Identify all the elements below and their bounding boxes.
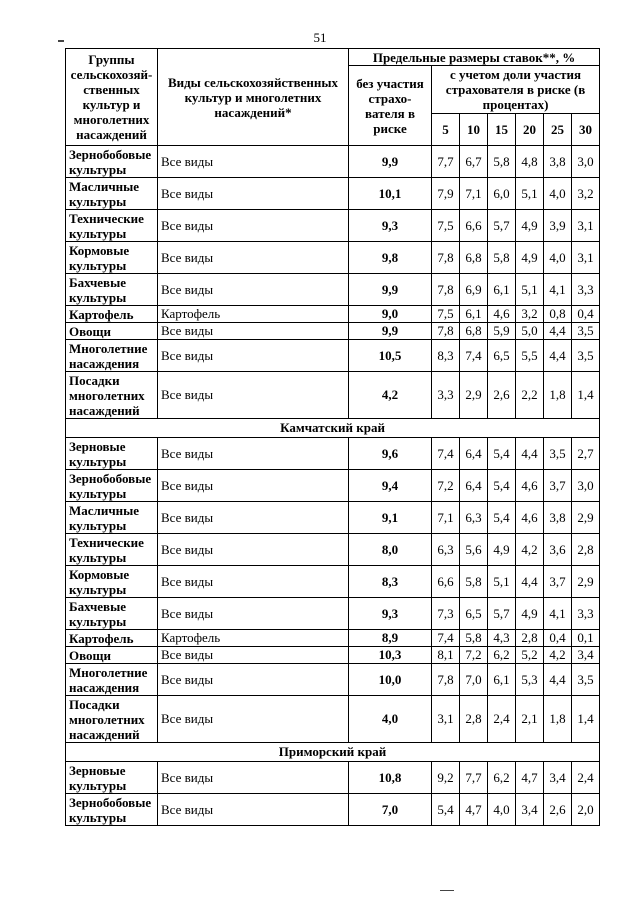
table-row bbox=[66, 274, 600, 306]
rate-cell: 6,4 bbox=[460, 470, 488, 502]
rate-cell: 3,7 bbox=[544, 470, 572, 502]
rate-cell: 5,3 bbox=[516, 664, 544, 696]
base-rate-cell: 9,3 bbox=[349, 210, 432, 242]
rate-cell: 7,5 bbox=[432, 306, 460, 323]
rate-cell: 4,4 bbox=[516, 566, 544, 598]
crop-group-cell: Масличные культуры bbox=[66, 502, 158, 534]
rate-cell: 8,1 bbox=[432, 647, 460, 664]
table-row bbox=[66, 306, 600, 323]
rate-cell: 5,1 bbox=[516, 274, 544, 306]
base-rate-cell: 9,9 bbox=[349, 274, 432, 306]
rate-cell: 4,2 bbox=[544, 647, 572, 664]
base-rate-cell: 4,0 bbox=[349, 696, 432, 743]
rate-cell: 6,2 bbox=[488, 762, 516, 794]
rate-cell: 5,0 bbox=[516, 323, 544, 340]
crop-group-cell: Технические культуры bbox=[66, 210, 158, 242]
rate-cell: 3,1 bbox=[572, 242, 600, 274]
rate-cell: 6,4 bbox=[460, 438, 488, 470]
region-row bbox=[66, 419, 600, 438]
base-rate-cell: 10,3 bbox=[349, 647, 432, 664]
rate-cell: 2,8 bbox=[460, 696, 488, 743]
base-rate-cell: 8,0 bbox=[349, 534, 432, 566]
crop-group-cell: Зернобобовые культуры bbox=[66, 470, 158, 502]
rate-cell: 3,0 bbox=[572, 146, 600, 178]
crop-group-cell: Картофель bbox=[66, 306, 158, 323]
base-rate-cell: 10,1 bbox=[349, 178, 432, 210]
rate-cell: 5,1 bbox=[516, 178, 544, 210]
rate-cell: 0,1 bbox=[572, 630, 600, 647]
rate-cell: 0,8 bbox=[544, 306, 572, 323]
base-rate-cell: 7,0 bbox=[349, 794, 432, 826]
rate-cell: 3,5 bbox=[572, 664, 600, 696]
rate-cell: 7,7 bbox=[432, 146, 460, 178]
rate-cell: 2,6 bbox=[488, 372, 516, 419]
base-rate-cell: 9,6 bbox=[349, 438, 432, 470]
base-rate-cell: 9,9 bbox=[349, 323, 432, 340]
rate-cell: 5,8 bbox=[460, 630, 488, 647]
crop-group-cell: Зернобобовые культуры bbox=[66, 146, 158, 178]
insurance-rates-table bbox=[65, 48, 600, 826]
crop-group-cell: Бахчевые культуры bbox=[66, 598, 158, 630]
crop-group-cell: Бахчевые культуры bbox=[66, 274, 158, 306]
rate-cell: 6,6 bbox=[432, 566, 460, 598]
rate-cell: 4,8 bbox=[516, 146, 544, 178]
rate-cell: 5,8 bbox=[460, 566, 488, 598]
crop-group-cell: Кормовые культуры bbox=[66, 566, 158, 598]
table-row bbox=[66, 210, 600, 242]
rate-cell: 3,2 bbox=[516, 306, 544, 323]
rate-cell: 2,8 bbox=[572, 534, 600, 566]
rate-cell: 4,4 bbox=[516, 438, 544, 470]
rate-cell: 5,9 bbox=[488, 323, 516, 340]
rate-cell: 3,3 bbox=[572, 274, 600, 306]
crop-kind-cell: Все виды bbox=[158, 178, 349, 210]
rate-cell: 2,6 bbox=[544, 794, 572, 826]
rate-cell: 2,9 bbox=[460, 372, 488, 419]
rate-cell: 6,3 bbox=[432, 534, 460, 566]
table-row bbox=[66, 438, 600, 470]
rate-cell: 4,9 bbox=[488, 534, 516, 566]
crop-kind-cell: Все виды bbox=[158, 534, 349, 566]
rate-cell: 2,9 bbox=[572, 502, 600, 534]
rate-cell: 4,3 bbox=[488, 630, 516, 647]
rate-cell: 7,4 bbox=[432, 630, 460, 647]
rate-cell: 2,0 bbox=[572, 794, 600, 826]
rate-cell: 7,5 bbox=[432, 210, 460, 242]
rate-cell: 5,5 bbox=[516, 340, 544, 372]
column-header-share: 15 bbox=[488, 114, 516, 146]
rate-cell: 4,6 bbox=[516, 470, 544, 502]
column-header-rate-limits: Предельные размеры ставок**, % bbox=[349, 49, 600, 66]
base-rate-cell: 9,9 bbox=[349, 146, 432, 178]
rate-cell: 6,1 bbox=[488, 664, 516, 696]
rate-cell: 5,6 bbox=[460, 534, 488, 566]
base-rate-cell: 9,0 bbox=[349, 306, 432, 323]
crop-kind-cell: Все виды bbox=[158, 647, 349, 664]
rate-cell: 3,1 bbox=[432, 696, 460, 743]
rate-cell: 3,3 bbox=[432, 372, 460, 419]
rate-cell: 5,1 bbox=[488, 566, 516, 598]
rate-cell: 7,3 bbox=[432, 598, 460, 630]
rate-cell: 2,8 bbox=[516, 630, 544, 647]
base-rate-cell: 9,4 bbox=[349, 470, 432, 502]
crop-group-cell: Овощи bbox=[66, 323, 158, 340]
region-title: Приморский край bbox=[66, 743, 600, 762]
base-rate-cell: 10,0 bbox=[349, 664, 432, 696]
crop-kind-cell: Все виды bbox=[158, 210, 349, 242]
crop-kind-cell: Все виды bbox=[158, 242, 349, 274]
rate-cell: 1,8 bbox=[544, 372, 572, 419]
rate-cell: 3,0 bbox=[572, 470, 600, 502]
rate-cell: 1,4 bbox=[572, 696, 600, 743]
rate-cell: 3,6 bbox=[544, 534, 572, 566]
rate-cell: 6,6 bbox=[460, 210, 488, 242]
rate-cell: 3,8 bbox=[544, 146, 572, 178]
rate-cell: 3,8 bbox=[544, 502, 572, 534]
rate-cell: 6,3 bbox=[460, 502, 488, 534]
scan-artifact bbox=[440, 890, 454, 891]
rate-cell: 7,2 bbox=[432, 470, 460, 502]
rate-cell: 2,9 bbox=[572, 566, 600, 598]
rate-cell: 4,7 bbox=[460, 794, 488, 826]
rate-cell: 0,4 bbox=[544, 630, 572, 647]
rate-cell: 4,0 bbox=[544, 178, 572, 210]
column-header-crop-kind: Виды сельскохозяйственных культур и многолетних насаждений* bbox=[158, 49, 349, 146]
crop-kind-cell: Все виды bbox=[158, 274, 349, 306]
crop-group-cell: Зернобобовые культуры bbox=[66, 794, 158, 826]
rate-cell: 6,1 bbox=[460, 306, 488, 323]
rate-cell: 6,0 bbox=[488, 178, 516, 210]
rate-cell: 1,8 bbox=[544, 696, 572, 743]
rate-cell: 4,0 bbox=[544, 242, 572, 274]
table-row bbox=[66, 630, 600, 647]
rate-cell: 2,1 bbox=[516, 696, 544, 743]
base-rate-cell: 9,3 bbox=[349, 598, 432, 630]
rate-cell: 3,4 bbox=[572, 647, 600, 664]
crop-group-cell: Картофель bbox=[66, 630, 158, 647]
rate-cell: 7,1 bbox=[460, 178, 488, 210]
rate-cell: 7,2 bbox=[460, 647, 488, 664]
crop-kind-cell: Все виды bbox=[158, 438, 349, 470]
rate-cell: 5,4 bbox=[488, 470, 516, 502]
crop-kind-cell: Все виды bbox=[158, 664, 349, 696]
rate-cell: 5,4 bbox=[488, 438, 516, 470]
rate-cell: 6,2 bbox=[488, 647, 516, 664]
rate-cell: 1,4 bbox=[572, 372, 600, 419]
crop-kind-cell: Все виды bbox=[158, 696, 349, 743]
crop-kind-cell: Все виды bbox=[158, 323, 349, 340]
crop-kind-cell: Все виды bbox=[158, 470, 349, 502]
rate-cell: 2,2 bbox=[516, 372, 544, 419]
crop-kind-cell: Все виды bbox=[158, 502, 349, 534]
rate-cell: 7,8 bbox=[432, 242, 460, 274]
rate-cell: 7,0 bbox=[460, 664, 488, 696]
rate-cell: 5,7 bbox=[488, 598, 516, 630]
rate-cell: 5,4 bbox=[488, 502, 516, 534]
table-row bbox=[66, 762, 600, 794]
column-header-share: 10 bbox=[460, 114, 488, 146]
crop-kind-cell: Картофель bbox=[158, 306, 349, 323]
crop-kind-cell: Все виды bbox=[158, 598, 349, 630]
column-header-crop-group: Группы сельскохозяй-ственных культур и многолетних насаждений bbox=[66, 49, 158, 146]
column-header-share: 30 bbox=[572, 114, 600, 146]
column-header-without-participation: без участия страхо-вателя в риске bbox=[349, 66, 432, 146]
column-header-share: 20 bbox=[516, 114, 544, 146]
rate-cell: 4,4 bbox=[544, 664, 572, 696]
rate-cell: 8,3 bbox=[432, 340, 460, 372]
crop-group-cell: Посадки многолетних насаждений bbox=[66, 696, 158, 743]
crop-group-cell: Посадки многолетних насаждений bbox=[66, 372, 158, 419]
rate-cell: 5,4 bbox=[432, 794, 460, 826]
column-header-share: 25 bbox=[544, 114, 572, 146]
table-row bbox=[66, 323, 600, 340]
rate-cell: 3,5 bbox=[572, 340, 600, 372]
rate-cell: 3,5 bbox=[544, 438, 572, 470]
crop-group-cell: Зерновые культуры bbox=[66, 438, 158, 470]
crop-kind-cell: Все виды bbox=[158, 794, 349, 826]
rate-cell: 6,8 bbox=[460, 242, 488, 274]
base-rate-cell: 10,8 bbox=[349, 762, 432, 794]
rate-cell: 4,4 bbox=[544, 323, 572, 340]
rate-cell: 2,4 bbox=[488, 696, 516, 743]
base-rate-cell: 8,3 bbox=[349, 566, 432, 598]
table-row bbox=[66, 598, 600, 630]
table-row bbox=[66, 502, 600, 534]
region-row bbox=[66, 743, 600, 762]
rate-cell: 3,9 bbox=[544, 210, 572, 242]
table-row bbox=[66, 146, 600, 178]
table-row bbox=[66, 372, 600, 419]
table-row bbox=[66, 534, 600, 566]
rate-cell: 0,4 bbox=[572, 306, 600, 323]
rate-cell: 7,1 bbox=[432, 502, 460, 534]
table-row bbox=[66, 340, 600, 372]
rate-cell: 6,8 bbox=[460, 323, 488, 340]
crop-group-cell: Масличные культуры bbox=[66, 178, 158, 210]
rate-cell: 4,6 bbox=[516, 502, 544, 534]
rate-cell: 4,9 bbox=[516, 210, 544, 242]
base-rate-cell: 9,1 bbox=[349, 502, 432, 534]
rate-cell: 5,8 bbox=[488, 242, 516, 274]
table-row bbox=[66, 696, 600, 743]
crop-kind-cell: Картофель bbox=[158, 630, 349, 647]
rate-cell: 2,7 bbox=[572, 438, 600, 470]
rate-cell: 4,6 bbox=[488, 306, 516, 323]
rate-cell: 4,7 bbox=[516, 762, 544, 794]
rate-cell: 6,7 bbox=[460, 146, 488, 178]
rate-cell: 5,7 bbox=[488, 210, 516, 242]
base-rate-cell: 8,9 bbox=[349, 630, 432, 647]
table-row bbox=[66, 566, 600, 598]
rate-cell: 6,5 bbox=[488, 340, 516, 372]
table-row bbox=[66, 470, 600, 502]
table-row bbox=[66, 647, 600, 664]
rate-cell: 6,9 bbox=[460, 274, 488, 306]
rate-cell: 3,5 bbox=[572, 323, 600, 340]
rate-cell: 3,7 bbox=[544, 566, 572, 598]
rate-cell: 5,2 bbox=[516, 647, 544, 664]
crop-group-cell: Овощи bbox=[66, 647, 158, 664]
table-row bbox=[66, 794, 600, 826]
rate-cell: 7,4 bbox=[460, 340, 488, 372]
rate-cell: 7,4 bbox=[432, 438, 460, 470]
crop-kind-cell: Все виды bbox=[158, 762, 349, 794]
base-rate-cell: 4,2 bbox=[349, 372, 432, 419]
rate-cell: 3,2 bbox=[572, 178, 600, 210]
rate-cell: 7,8 bbox=[432, 274, 460, 306]
crop-kind-cell: Все виды bbox=[158, 340, 349, 372]
column-header-share: 5 bbox=[432, 114, 460, 146]
rate-cell: 4,1 bbox=[544, 598, 572, 630]
crop-group-cell: Многолетние насаждения bbox=[66, 340, 158, 372]
table-row bbox=[66, 664, 600, 696]
crop-group-cell: Многолетние насаждения bbox=[66, 664, 158, 696]
rate-cell: 4,2 bbox=[516, 534, 544, 566]
rate-cell: 6,5 bbox=[460, 598, 488, 630]
base-rate-cell: 9,8 bbox=[349, 242, 432, 274]
crop-group-cell: Зерновые культуры bbox=[66, 762, 158, 794]
rate-cell: 3,4 bbox=[516, 794, 544, 826]
base-rate-cell: 10,5 bbox=[349, 340, 432, 372]
rate-cell: 3,3 bbox=[572, 598, 600, 630]
crop-group-cell: Кормовые культуры bbox=[66, 242, 158, 274]
page-number: 51 bbox=[313, 30, 327, 45]
crop-kind-cell: Все виды bbox=[158, 566, 349, 598]
crop-kind-cell: Все виды bbox=[158, 372, 349, 419]
table-row bbox=[66, 178, 600, 210]
rate-cell: 4,9 bbox=[516, 598, 544, 630]
rate-cell: 2,4 bbox=[572, 762, 600, 794]
table-row bbox=[66, 242, 600, 274]
rate-cell: 6,1 bbox=[488, 274, 516, 306]
rate-cell: 3,1 bbox=[572, 210, 600, 242]
scan-artifact bbox=[58, 40, 64, 42]
crop-kind-cell: Все виды bbox=[158, 146, 349, 178]
rate-cell: 7,8 bbox=[432, 323, 460, 340]
rate-cell: 7,9 bbox=[432, 178, 460, 210]
rate-cell: 9,2 bbox=[432, 762, 460, 794]
rate-cell: 7,7 bbox=[460, 762, 488, 794]
column-header-with-participation: с учетом доли участия страхователя в риске (в процентах) bbox=[432, 66, 600, 114]
rate-cell: 4,9 bbox=[516, 242, 544, 274]
rate-cell: 5,8 bbox=[488, 146, 516, 178]
rate-cell: 4,0 bbox=[488, 794, 516, 826]
crop-group-cell: Технические культуры bbox=[66, 534, 158, 566]
rate-cell: 7,8 bbox=[432, 664, 460, 696]
rate-cell: 4,4 bbox=[544, 340, 572, 372]
rate-cell: 3,4 bbox=[544, 762, 572, 794]
rate-cell: 4,1 bbox=[544, 274, 572, 306]
region-title: Камчатский край bbox=[66, 419, 600, 438]
